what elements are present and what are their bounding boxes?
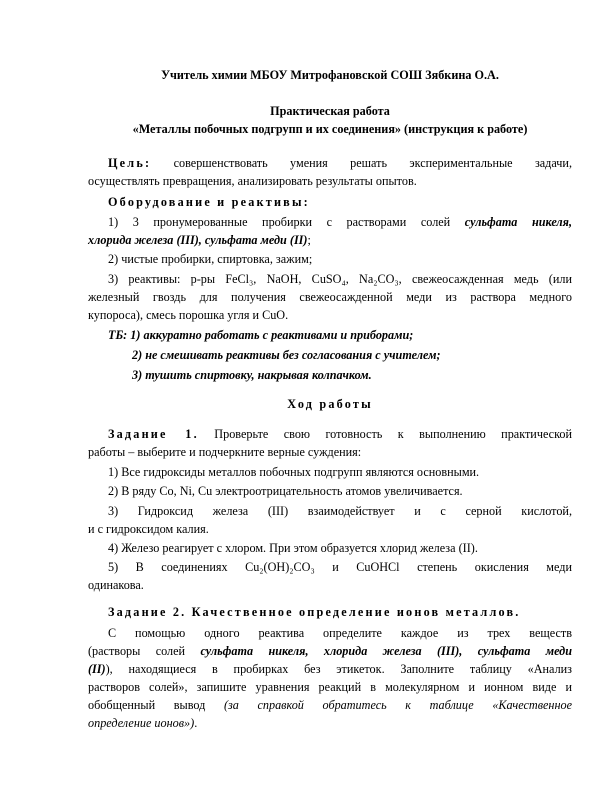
- task2-heading: [88, 603, 572, 621]
- doc-title: «Металлы побочных подгрупп и их соединения» (инструкция к работе): [132, 122, 528, 136]
- task2-line-2-pre: (растворы солей: [88, 644, 186, 658]
- doc-type: Практическая работа: [270, 104, 390, 118]
- task1-statement-1: 1) Все гидроксиды металлов побочных подгрупп являются основными.: [108, 465, 480, 479]
- equipment-item-1-prefix: 1) 3 пронумерованные пробирки с растворами солей: [108, 215, 451, 229]
- equipment-item-1-line-2: [88, 231, 572, 249]
- equipment-item-3-line-3: купороса), смесь порошка угля и CuO.: [88, 308, 289, 322]
- task2-line-5-em: (за справкой обратитесь к таблице «Качественное: [223, 698, 573, 712]
- equipment-item-1-end: ;: [307, 233, 311, 247]
- goal-text-1: совершенствовать умения решать экспериментальные задачи,: [173, 156, 572, 170]
- safety-line-3: 3) тушить спиртовку, накрывая колпачком.: [132, 368, 372, 382]
- task1-intro-line-2: работы – выберите и подчеркните верные суждения:: [88, 445, 362, 459]
- task2-line-3-rest: ), находящиеся в пробирках без этикеток. Заполните таблицу «Анализ: [105, 662, 572, 676]
- task2-paragraph-line-1: С помощью одного реактива определите каждое из трех веществ: [108, 626, 572, 640]
- equipment-item-1-em-2: хлорида железа (III), сульфата меди (II): [88, 233, 308, 247]
- equipment-item-3-line-1: 3) реактивы: р-ры FeCl₃, NaOH, CuSO₄, Na₂CO₃, свежеосажденная медь (или: [108, 272, 572, 286]
- task2-line-6-end: .: [194, 716, 198, 730]
- goal-label: Цель:: [108, 156, 152, 170]
- equipment-item-2: 2) чистые пробирки, спиртовка, зажим;: [108, 252, 313, 266]
- task2-line-2-em: сульфата никеля, хлорида железа (III), сульфата меди: [200, 644, 572, 658]
- equipment-heading: Оборудование и реактивы:: [108, 195, 310, 209]
- task2-paragraph-line-4: растворов солей», запишите уравнения реакций в молекулярном и ионном виде и: [88, 680, 572, 694]
- task1-statement-5-line-2: одинакова.: [88, 578, 144, 592]
- goal-line-2: осуществлять превращения, анализировать результаты опытов.: [88, 174, 417, 188]
- task2-heading-text: Задание 2. Качественное определение ионов металлов.: [108, 605, 521, 619]
- task2-line-6-em: определение ионов»): [88, 716, 195, 730]
- safety-line-2: 2) не смешивать реактивы без согласования с учителем;: [132, 348, 441, 362]
- safety-line-1: ТБ: 1) аккуратно работать с реактивами и приборами;: [108, 328, 414, 342]
- task2-paragraph-line-2: [88, 642, 572, 660]
- task2-line-5-pre: обобщенный вывод: [88, 698, 206, 712]
- equipment-item-1-line-1: [88, 213, 572, 231]
- author-line: Учитель химии МБОУ Митрофановской СОШ Зябкина О.А.: [161, 68, 499, 82]
- task1-statement-2: 2) В ряду Co, Ni, Cu электроотрицательность атомов увеличивается.: [108, 484, 463, 498]
- goal-line-1: [88, 154, 572, 172]
- progress-heading: Ход работы: [287, 397, 373, 411]
- task1-statement-3-line-2: и с гидроксидом калия.: [88, 522, 209, 536]
- task1-statement-5-line-1: 5) В соединениях Cu₂(OH)₂CO₃ и CuOHCl степень окисления меди: [108, 560, 572, 574]
- task1-statement-3-line-1: 3) Гидроксид железа (III) взаимодействует и с серной кислотой,: [108, 504, 572, 518]
- equipment-item-3-line-2: железный гвоздь для получения свежеосажденной меди из раствора медного: [88, 290, 572, 304]
- task2-line-3-em: (II): [88, 662, 106, 676]
- task1-intro-line-1: [88, 425, 572, 443]
- task1-intro-text-1: Проверьте свою готовность к выполнению практической: [214, 427, 572, 441]
- task1-label: Задание 1.: [108, 427, 199, 441]
- task1-statement-4: 4) Железо реагирует с хлором. При этом образуется хлорид железа (II).: [108, 541, 478, 555]
- task2-paragraph-line-6: [88, 714, 572, 732]
- task2-paragraph-line-5: [88, 696, 572, 714]
- task2-paragraph-line-3: [88, 660, 572, 678]
- equipment-item-1-em-1: сульфата никеля,: [464, 215, 573, 229]
